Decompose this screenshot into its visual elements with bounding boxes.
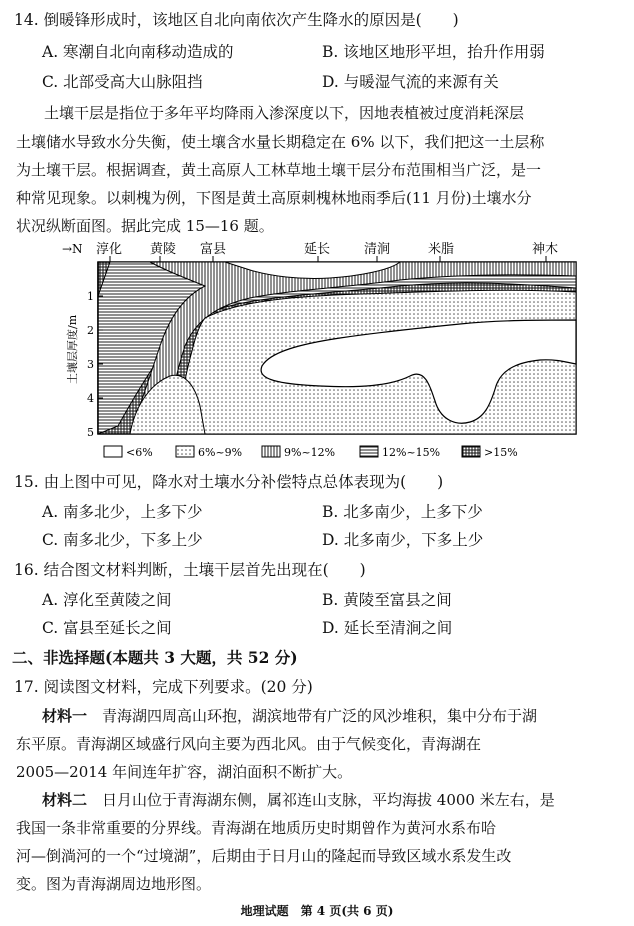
place-huangling: 黄陵 bbox=[150, 242, 177, 257]
place-chunhua: 淳化 bbox=[96, 242, 123, 257]
intro-line-5: 状况纵断面图。据此完成 15—16 题。 bbox=[16, 217, 274, 235]
place-mizhi: 米脂 bbox=[428, 242, 455, 257]
y-axis-title: 土壤层厚度/m bbox=[66, 314, 79, 384]
place-qingjian: 清涧 bbox=[364, 242, 391, 257]
q17-m1-line-3: 2005—2014 年间连年扩容，湖泊面积不断扩大。 bbox=[16, 763, 353, 781]
q16-stem: 16. 结合图文材料判断，土壤干层首先出现在( ) bbox=[14, 561, 366, 579]
cross-section bbox=[98, 262, 576, 434]
q15-option-b: B. 北多南少，上多下少 bbox=[322, 503, 483, 521]
intro-line-4: 种常见现象。以刺槐为例，下图是黄土高原刺槐林地雨季后(11 月份)土壤水分 bbox=[16, 189, 532, 207]
q16-option-b: B. 黄陵至富县之间 bbox=[322, 591, 452, 609]
q16-option-c: C. 富县至延长之间 bbox=[42, 619, 172, 637]
q17-m2-label: 材料二 bbox=[42, 791, 88, 809]
q15-option-c: C. 南多北少，下多上少 bbox=[42, 531, 203, 549]
place-shenmu: 神木 bbox=[532, 242, 559, 257]
q16-option-d: D. 延长至清涧之间 bbox=[322, 619, 453, 637]
q14-option-b: B. 该地区地形平坦，抬升作用弱 bbox=[322, 43, 545, 61]
q17-m2-line-4: 变。图为青海湖周边地形图。 bbox=[16, 875, 212, 893]
q17-m1-line-2: 东平原。青海湖区域盛行风向主要为西北风。由于气候变化，青海湖在 bbox=[16, 735, 482, 753]
q15-stem: 15. 由上图中可见，降水对土壤水分补偿特点总体表现为( ) bbox=[14, 473, 444, 491]
y-tick-3: 3 bbox=[87, 358, 94, 371]
q16-option-a: A. 淳化至黄陵之间 bbox=[42, 591, 172, 609]
q17-m2-line-3: 河—倒淌河的一个“过境湖”，后期由于日月山的隆起而导致区域水系发生改 bbox=[16, 847, 512, 865]
q14-option-c: C. 北部受高大山脉阻挡 bbox=[42, 73, 203, 91]
intro-line-3: 为土壤干层。根据调查，黄土高原人工林草地土壤干层分布范围相当广泛，是一 bbox=[16, 161, 542, 179]
y-tick-1: 1 bbox=[87, 290, 94, 303]
q15-option-d: D. 北多南少，下多上少 bbox=[322, 531, 484, 549]
page-footer: 地理试题 第 4 页(共 6 页) bbox=[240, 904, 394, 918]
intro-line-2: 土壤储水导致水分失衡，使土壤含水量长期稳定在 6% 以下，我们把这一土层称 bbox=[16, 133, 545, 151]
y-tick-4: 4 bbox=[87, 392, 94, 405]
q17-stem: 17. 阅读图文材料，完成下列要求。(20 分) bbox=[14, 678, 313, 696]
north-arrow-label: →N bbox=[62, 242, 83, 256]
place-yanchang: 延长 bbox=[304, 242, 331, 257]
q17-m1-line-1 bbox=[42, 706, 537, 726]
place-fuxian: 富县 bbox=[200, 242, 227, 257]
q14-option-d: D. 与暖湿气流的来源有关 bbox=[322, 73, 499, 91]
y-tick-5: 5 bbox=[87, 426, 94, 439]
intro-line-1: 土壤干层是指位于多年平均降雨入渗深度以下，因地表植被过度消耗深层 bbox=[44, 104, 525, 122]
legend-lt6: <6% bbox=[126, 446, 153, 459]
y-tick-2: 2 bbox=[87, 324, 94, 337]
legend bbox=[104, 446, 518, 459]
q15-option-a: A. 南多北少，上多下少 bbox=[42, 503, 203, 521]
soil-moisture-figure bbox=[0, 236, 634, 466]
q14-option-a: A. 寒潮自北向南移动造成的 bbox=[42, 43, 234, 61]
q17-m2-line-1 bbox=[42, 790, 555, 810]
legend-6-9: 6%~9% bbox=[198, 446, 243, 459]
section2-heading: 二、非选择题(本题共 3 大题，共 52 分) bbox=[12, 648, 298, 667]
q17-m1-text-1: 青海湖四周高山环抱，湖滨地带有广泛的风沙堆积，集中分布于湖 bbox=[87, 707, 538, 725]
q17-m2-text-1: 日月山位于青海湖东侧，属祁连山支脉，平均海拔 4000 米左右，是 bbox=[87, 791, 555, 809]
legend-gt15: >15% bbox=[484, 446, 518, 459]
legend-9-12: 9%~12% bbox=[284, 446, 336, 459]
legend-12-15: 12%~15% bbox=[382, 446, 441, 459]
q17-m1-label: 材料一 bbox=[42, 707, 88, 725]
q14-stem: 14. 倒暖锋形成时，该地区自北向南依次产生降水的原因是( ) bbox=[14, 11, 459, 29]
q17-m2-line-2: 我国一条非常重要的分界线。青海湖在地质历史时期曾作为黄河水系布哈 bbox=[16, 819, 497, 837]
